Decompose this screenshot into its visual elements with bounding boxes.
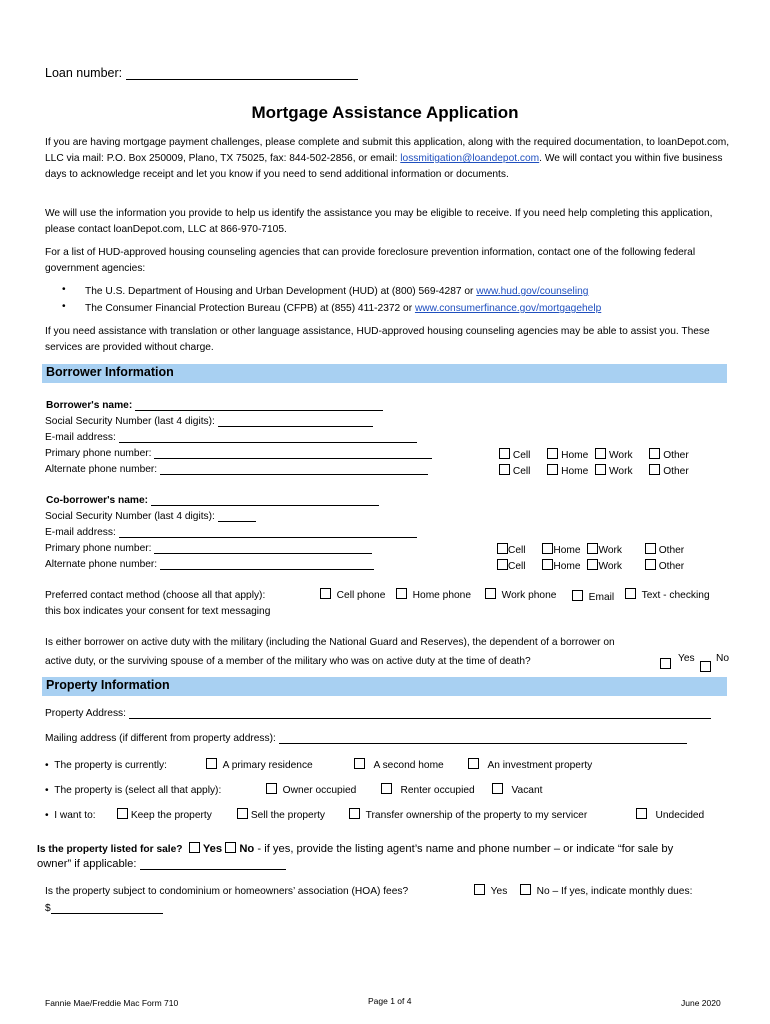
intro-p1-text: If you are having mortgage payment challenges, please complete and submit this application, along with the required documentation, to loanDepot.com, LLC via mail: P.O. Box 250009, Plano, TX 75025, fax: 844-502-2856, or email: [45,137,730,164]
hoa-dues-field[interactable] [51,903,163,914]
contact-home-phone-label: Home phone [412,590,472,601]
borrower-email-row [45,432,417,443]
property-section-header [42,677,727,696]
sell-property-label: Sell the property [250,810,326,821]
co-alternate-home-checkbox[interactable] [542,559,553,570]
undecided-option [636,808,704,821]
home-label: Home [561,450,589,461]
keep-property-option [117,808,212,821]
intro-paragraph-1 [45,135,735,183]
coborrower-name-row [46,495,379,506]
mailing-address-field[interactable] [279,733,687,744]
preferred-contact-label: Preferred contact method (choose all that apply): [45,590,266,601]
contact-option-home [396,588,471,601]
intro-p1-text-end: . We will contact you within five business days to acknowledge receipt and let you know if you need to send additional information or documents. [45,153,723,180]
other-label: Other [663,466,689,477]
coborrower-primary-phone-types [497,543,684,556]
coborrower-name-field[interactable] [151,495,379,506]
listed-no-checkbox[interactable] [225,842,236,853]
co-primary-cell-checkbox[interactable] [497,543,508,554]
vacant-option [492,783,542,796]
coborrower-primary-phone-row [45,543,372,554]
listed-instructions-end: owner” if applicable: [37,858,137,870]
renter-occupied-label: Renter occupied [400,785,475,796]
cell-label: Cell [512,450,531,461]
preferred-contact-consent: this box indicates your consent for text messaging [45,606,271,617]
listing-agent-field[interactable] [140,858,286,870]
military-yes-checkbox-wrap [660,658,671,671]
borrower-name-field[interactable] [135,400,383,411]
i-want-to-label: I want to: [54,810,96,821]
second-home-option [354,758,444,771]
owner-occupied-label: Owner occupied [282,785,357,796]
undecided-checkbox[interactable] [636,808,647,819]
dollar-sign: $ [45,903,51,914]
primary-residence-label: A primary residence [222,760,313,771]
cell-label: Cell [512,466,531,477]
co-primary-other-checkbox[interactable] [645,543,656,554]
bullet-hud-text: The U.S. Department of Housing and Urban Development (HUD) at (800) 569-4287 or [85,286,477,297]
undecided-label: Undecided [655,810,705,821]
vacant-label: Vacant [511,785,543,796]
hoa-yes-checkbox[interactable] [474,884,485,895]
sell-property-option [237,808,325,821]
contact-option-cell [320,588,385,601]
property-currently-label: The property is currently: [54,760,167,771]
borrower-primary-phone-types [499,448,689,461]
borrower-primary-phone-field[interactable] [154,448,432,459]
borrower-alternate-phone-row [45,464,428,475]
hoa-yes-option [474,884,507,897]
contact-email-checkbox[interactable] [572,590,583,601]
coborrower-primary-phone-field[interactable] [154,543,372,554]
footer-page-number: Page 1 of 4 [368,996,412,1006]
listed-instructions: - if yes, provide the listing agent’s name and phone number – or indicate “for sale by [257,843,674,855]
coborrower-email-field[interactable] [119,527,417,538]
listed-for-sale-row [37,842,673,855]
hoa-dues-row [45,903,163,914]
other-label: Other [658,545,685,556]
military-yes-checkbox[interactable] [660,658,671,669]
military-no-label: No [716,653,730,664]
coborrower-email-label: E-mail address: [45,527,116,538]
borrower-ssn-field[interactable] [218,416,373,427]
home-label: Home [553,545,581,556]
hud-link[interactable]: www.hud.gov/counseling [476,286,589,297]
bullet-dot: • [62,284,66,295]
borrower-ssn-label: Social Security Number (last 4 digits): [45,416,215,427]
sell-property-checkbox[interactable] [237,808,248,819]
other-label: Other [663,450,689,461]
loan-number-row [45,66,358,80]
primary-work-checkbox[interactable] [595,448,606,459]
co-primary-home-checkbox[interactable] [542,543,553,554]
other-label: Other [658,561,685,572]
loan-number-field[interactable] [126,67,358,80]
hoa-yes-label: Yes [490,886,508,897]
contact-option-text [625,588,710,601]
primary-residence-option [206,758,313,771]
vacant-checkbox[interactable] [492,783,503,794]
work-label: Work [608,466,633,477]
loan-number-label: Loan number: [45,66,123,80]
military-question-line2: active duty, or the surviving spouse of a member of the military who was on active duty at the time of death? [45,656,531,667]
property-is-row: • The property is (select all that apply): [45,785,222,796]
borrower-name-row [46,400,383,411]
property-address-label: Property Address: [45,708,126,719]
coborrower-alternate-phone-row [45,559,374,570]
alternate-work-checkbox[interactable] [595,464,606,475]
mailing-address-row [45,733,687,744]
listed-for-sale-row-2 [37,858,286,870]
second-home-label: A second home [373,760,444,771]
coborrower-name-label: Co-borrower's name: [46,495,149,506]
contact-email-label: Email [588,592,615,603]
transfer-ownership-checkbox[interactable] [349,808,360,819]
borrower-name-label: Borrower's name: [46,400,133,411]
property-address-row [45,708,711,719]
contact-work-phone-checkbox[interactable] [485,588,496,599]
borrower-section-header [42,364,727,383]
borrower-primary-phone-label: Primary phone number: [45,448,152,459]
keep-property-label: Keep the property [130,810,212,821]
home-label: Home [561,466,589,477]
home-label: Home [553,561,581,572]
contact-text-label: Text - checking [641,590,710,601]
co-alternate-work-checkbox[interactable] [587,559,598,570]
transfer-ownership-label: Transfer ownership of the property to my servicer [365,810,588,821]
co-primary-work-checkbox[interactable] [587,543,598,554]
intro-paragraph-4: If you need assistance with translation or other language assistance, HUD-approved housing counseling agencies may be able to assist you. These services are provided without charge. [45,326,710,353]
renter-occupied-option [381,783,475,796]
military-no-checkbox[interactable] [700,661,711,672]
renter-occupied-checkbox[interactable] [381,783,392,794]
property-address-field[interactable] [129,708,711,719]
coborrower-ssn-row [45,511,256,522]
borrower-alternate-phone-field[interactable] [160,464,428,475]
footer-date: June 2020 [681,998,721,1008]
coborrower-ssn-label: Social Security Number (last 4 digits): [45,511,215,522]
contact-home-phone-checkbox[interactable] [396,588,407,599]
bullet-cfpb [85,303,601,314]
coborrower-alternate-phone-field[interactable] [160,559,374,570]
listed-no-label: No [239,843,255,855]
borrower-email-label: E-mail address: [45,432,116,443]
borrower-alternate-phone-types [499,464,689,477]
intro-paragraph-3: For a list of HUD-approved housing counseling agencies that can provide foreclosure prevention information, contact one of the following federal government agencies: [45,247,696,274]
transfer-ownership-option [349,808,587,821]
coborrower-alternate-phone-types [497,559,684,572]
alternate-other-checkbox[interactable] [649,464,660,475]
coborrower-ssn-field[interactable] [218,511,256,522]
work-label: Work [608,450,633,461]
contact-text-checkbox[interactable] [625,588,636,599]
bullet-dot: • [62,301,66,312]
email-link[interactable]: lossmitigation@loandepot.com [400,153,540,164]
military-no-checkbox-wrap [700,661,711,674]
listed-yes-checkbox[interactable] [189,842,200,853]
borrower-ssn-row [45,416,373,427]
coborrower-alternate-phone-label: Alternate phone number: [45,559,158,570]
borrower-section-title: Borrower Information [46,365,174,379]
cell-label: Cell [508,545,526,556]
keep-property-checkbox[interactable] [117,808,128,819]
co-alternate-other-checkbox[interactable] [645,559,656,570]
i-want-to-row: • I want to: [45,810,96,821]
contact-work-phone-label: Work phone [501,590,557,601]
bullet-hud [85,286,588,297]
property-is-label: The property is (select all that apply): [54,785,222,796]
hoa-no-checkbox[interactable] [520,884,531,895]
second-home-checkbox[interactable] [354,758,365,769]
work-label: Work [598,545,623,556]
owner-occupied-checkbox[interactable] [266,783,277,794]
work-label: Work [598,561,623,572]
contact-option-work [485,588,556,601]
military-question-line1: Is either borrower on active duty with the military (including the National Guard and Reserves), the dependent of a borrower on [45,637,615,648]
intro-paragraph-2: We will use the information you provide to help us identify the assistance you may be eligible to receive. If you need help completing this application, please contact loanDepot.com, LLC at 866-970-7105. [45,208,713,235]
cfpb-link[interactable]: www.consumerfinance.gov/mortgagehelp [414,303,602,314]
borrower-alternate-phone-label: Alternate phone number: [45,464,158,475]
hoa-question-label: Is the property subject to condominium or homeowners’ association (HOA) fees? [45,886,409,897]
coborrower-primary-phone-label: Primary phone number: [45,543,152,554]
page-title: Mortgage Assistance Application [251,103,519,122]
investment-property-option [468,758,592,771]
borrower-primary-phone-row [45,448,432,459]
primary-other-checkbox[interactable] [649,448,660,459]
footer-form-id: Fannie Mae/Freddie Mac Form 710 [45,998,179,1008]
hoa-question-row [45,886,408,897]
primary-home-checkbox[interactable] [547,448,558,459]
listed-for-sale-label: Is the property listed for sale? [37,844,183,855]
borrower-email-field[interactable] [119,432,417,443]
hoa-no-option [520,884,692,897]
alternate-cell-checkbox[interactable] [499,464,510,475]
coborrower-email-row [45,527,417,538]
cell-label: Cell [508,561,526,572]
contact-cell-phone-label: Cell phone [336,590,386,601]
co-alternate-cell-checkbox[interactable] [497,559,508,570]
primary-residence-checkbox[interactable] [206,758,217,769]
mailing-address-label: Mailing address (if different from property address): [45,733,276,744]
property-section-title: Property Information [46,678,170,692]
contact-option-email [572,590,614,603]
primary-cell-checkbox[interactable] [499,448,510,459]
contact-cell-phone-checkbox[interactable] [320,588,331,599]
investment-property-checkbox[interactable] [468,758,479,769]
listed-yes-label: Yes [202,843,223,855]
property-currently-row: • The property is currently: [45,760,167,771]
bullet-cfpb-text: The Consumer Financial Protection Bureau (CFPB) at (855) 411-2372 or [85,303,415,314]
investment-property-label: An investment property [487,760,593,771]
hoa-no-label: No – If yes, indicate monthly dues: [536,886,693,897]
alternate-home-checkbox[interactable] [547,464,558,475]
military-yes-label: Yes [678,653,695,664]
owner-occupied-option [266,783,356,796]
